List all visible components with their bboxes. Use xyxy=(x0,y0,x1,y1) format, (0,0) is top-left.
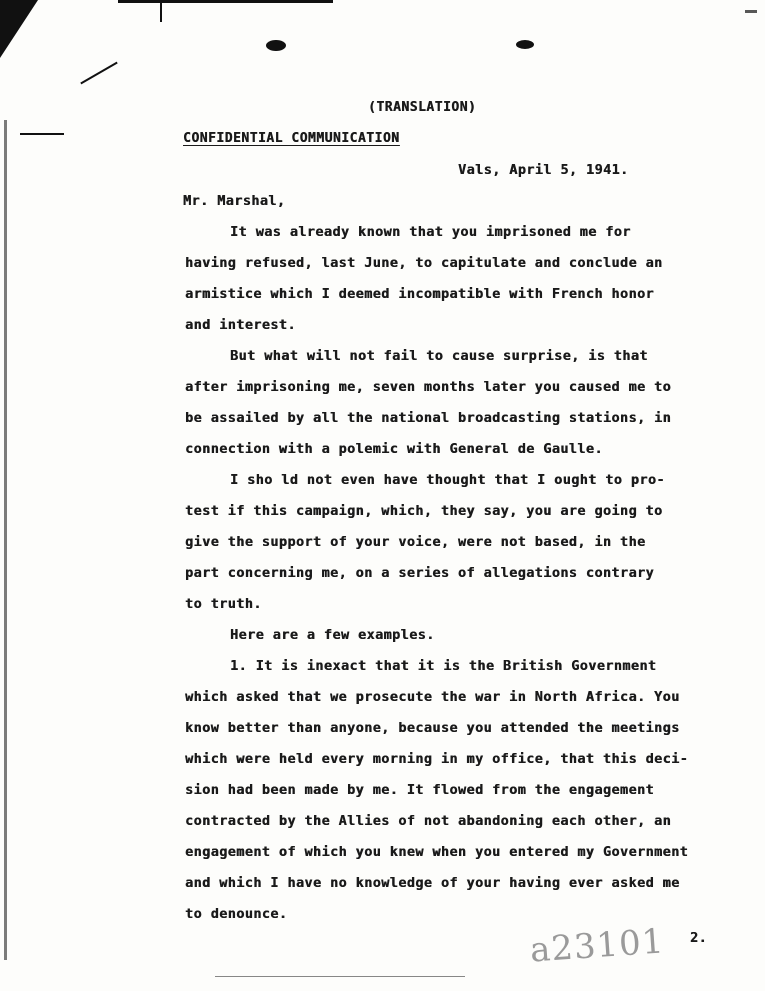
body-line: be assailed by all the national broadcasting stations, in xyxy=(185,410,672,426)
body-line: part concerning me, on a series of allegations contrary xyxy=(185,565,655,581)
body-line: test if this campaign, which, they say, you are going to xyxy=(185,503,663,519)
translation-label: (TRANSLATION) xyxy=(368,100,477,115)
place-date: Vals, April 5, 1941. xyxy=(458,162,629,178)
body-line: to truth. xyxy=(185,596,262,612)
scan-artifact-scratch xyxy=(80,62,117,85)
punch-hole-right xyxy=(516,40,534,49)
body-line: after imprisoning me, seven months later you caused me to xyxy=(185,379,672,395)
archive-number-handwritten: a23101 xyxy=(528,921,666,971)
body-line: give the support of your voice, were not based, in the xyxy=(185,534,646,550)
body-line: But what will not fail to cause surprise, is that xyxy=(230,348,648,364)
salutation: Mr. Marshal, xyxy=(183,193,286,209)
scan-artifact-left-edge xyxy=(4,120,7,960)
scan-artifact-left-arrow xyxy=(20,133,64,135)
body-line: It was already known that you imprisoned me for xyxy=(230,224,631,240)
body-line: 1. It is inexact that it is the British Government xyxy=(230,658,657,674)
body-line: having refused, last June, to capitulate and conclude an xyxy=(185,255,663,271)
punch-hole-left xyxy=(266,40,286,51)
body-line: which asked that we prosecute the war in North Africa. You xyxy=(185,689,680,705)
scan-artifact-top-left xyxy=(0,0,38,58)
body-line: I sho ld not even have thought that I ought to pro- xyxy=(230,472,665,488)
body-line: contracted by the Allies of not abandoning each other, an xyxy=(185,813,672,829)
page-number: 2. xyxy=(690,930,708,946)
scan-artifact-top-tick xyxy=(160,0,162,22)
body-line: which were held every morning in my office, that this deci- xyxy=(185,751,689,767)
body-line: connection with a polemic with General de Gaulle. xyxy=(185,441,603,457)
body-line: Here are a few examples. xyxy=(230,627,435,643)
body-line: to denounce. xyxy=(185,906,288,922)
body-line: armistice which I deemed incompatible with French honor xyxy=(185,286,655,302)
body-line: and which I have no knowledge of your having ever asked me xyxy=(185,875,680,891)
scan-artifact-top-right-dot xyxy=(745,10,757,13)
body-line: sion had been made by me. It flowed from the engagement xyxy=(185,782,655,798)
scan-artifact-top-rule xyxy=(118,0,333,3)
body-line: engagement of which you knew when you entered my Government xyxy=(185,844,689,860)
confidential-label: CONFIDENTIAL COMMUNICATION xyxy=(183,131,400,146)
scan-artifact-bottom-line xyxy=(215,976,465,977)
body-line: and interest. xyxy=(185,317,296,333)
body-line: know better than anyone, because you attended the meetings xyxy=(185,720,680,736)
